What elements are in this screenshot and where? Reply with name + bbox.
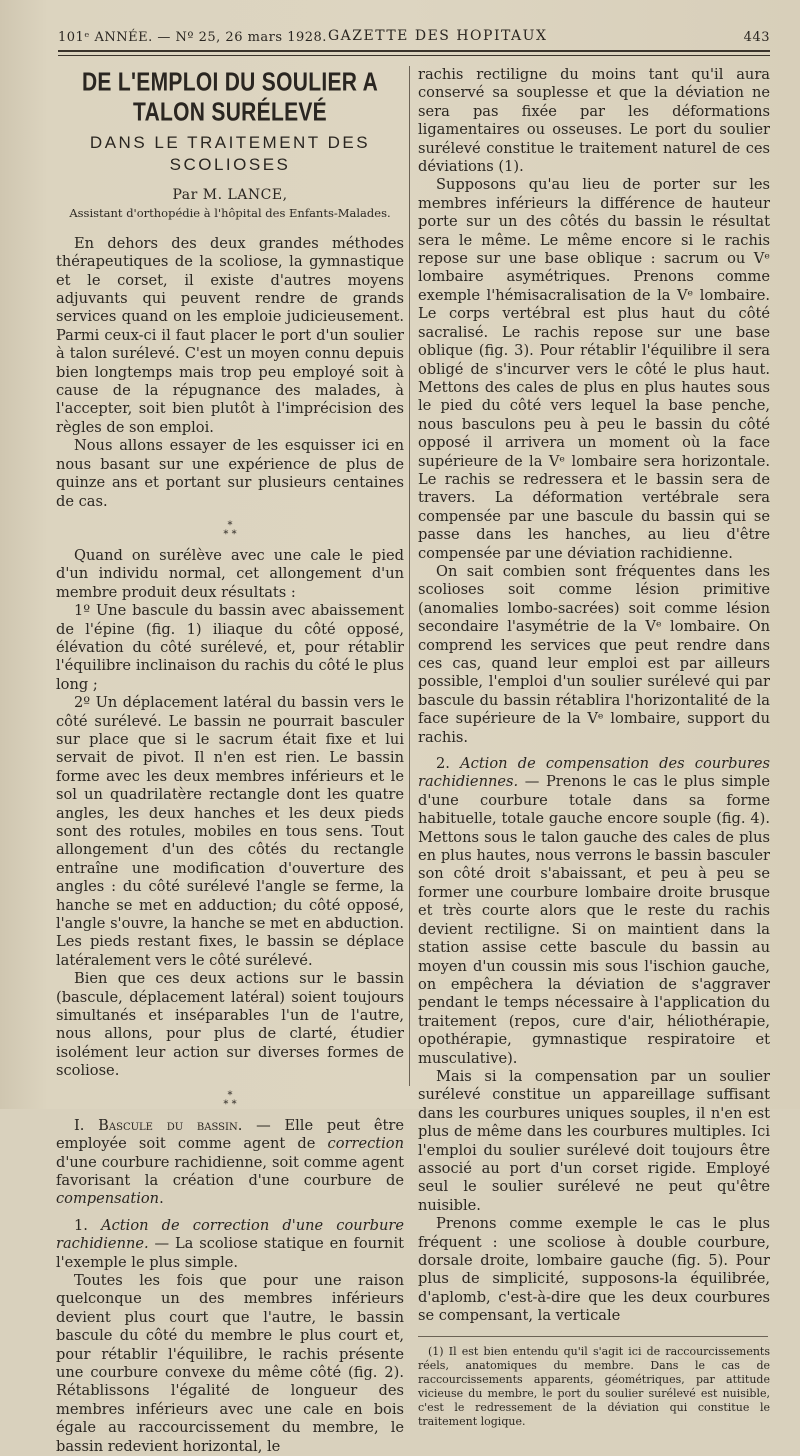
article-subtitle: DANS LE TRAITEMENT DES SCOLIOSES [89, 133, 371, 174]
section-paragraph: I. Bascule du bassin. — Elle peut être employée soit comme agent de correction d'une courbure rachidienne, soit comme agent favorisant la création d'une courbure de compensation. [56, 1116, 404, 1208]
footnote-rule [418, 1336, 768, 1337]
paragraph: Mais si la compensation par un soulier surélevé constitue un appareillage suffisant dans les courbures uniques souples, il n'en est plus de même dans les courbures multiples. Ici l'emploi du soulier surélevé doit toujours être associé au port d'un corset rigide. Employé seul le soulier surélevé ne peut qu'être nuisible. [418, 1067, 770, 1214]
subsection-paragraph: 2. Action de compensation des courbures rachidiennes. — Prenons le cas le plus simple d'une courbure totale dans sa forme habituelle, totale gauche encore souple (fig. 4). Mettons sous le talon gauche des cales de plus en plus hautes, nous verrons le bassin basculer son côté droit s'abaissant, et peu à peu se former une courbure lombaire droite brusque et très courte alors que le reste du rachis devient rectiligne. Si on maintient dans la station assise cette bascule du bassin au moyen d'un coussin mis sous l'ischion gauche, on empêchera la déviation de s'aggraver pendant le temps nécessaire à l'application du traitement (repos, cure d'air, héliothérapie, opothérapie, gymnastique respiratoire et musculative). [418, 755, 770, 1067]
paragraph: Toutes les fois que pour une raison quelconque un des membres inférieurs devient plus court que l'autre, le bassin bascule du côté du membre le plus court et, pour rétablir l'équilibre, le rachis présente une courbure convexe du même côté (fig. 2). Rétablissons l'égalité de longueur des membres inférieurs avec une cale en bois égale au raccourcissement du membre, le bassin redevient horizontal, le [56, 1271, 404, 1455]
page-number: 443 [743, 30, 770, 45]
column-divider [409, 66, 410, 1086]
paragraph: 1º Une bascule du bassin avec abaissement de l'épine (fig. 1) iliaque du côté opposé, élévation du côté surélevé, et, pour rétablir l'équilibre inclinaison du rachis du côté le plus long ; [56, 602, 404, 693]
article-title: DE L'EMPLOI DU SOULIER A TALON SURÉLEVÉ [81, 68, 379, 127]
paragraph: Nous allons essayer de les esquisser ici en nous basant sur une expérience de plus de quinze ans et portant sur plusieurs centaines de cas. [56, 437, 404, 510]
footnote: (1) Il est bien entendu qu'il s'agit ici de raccourcissements réels, anatomiques du membre. Dans le cas de raccourcissements apparents, géométriques, par attitude vicieuse du membre, le port du soulier surélevé est nuisible, c'est le redressement de la déviation qui constitue le traitement logique. [418, 1344, 770, 1428]
left-column [56, 66, 404, 1456]
asterism: * * * [223, 519, 237, 540]
paragraph: Supposons qu'au lieu de porter sur les membres inférieurs la différence de hauteur porte sur un des côtés du bassin le résultat sera le même. Le même encore si le rachis repose sur une base oblique : sacrum ou Vᵉ lombaire asymétriques. Prenons comme exemple l'hémisacralisation de la Vᵉ lombaire. Le corps vertébral est plus haut du côté sacralisé. Le rachis repose sur une base oblique (fig. 3). Pour rétablir l'équilibre il sera obligé de s'incurver vers le côté le plus haut. Mettons des cales de plus en plus hautes sous le pied du côté vers lequel la base penche, nous basculons peu à peu le bassin du côté opposé il arrivera un moment où la face supérieure de la Vᵉ lombaire sera horizontale. Le rachis se redressera et le bassin sera de travers. La déformation vertébrale sera compensée par une bascule du bassin qui se passe dans les hanches, au lieu d'être compensée par une déviation rachidienne. [418, 176, 770, 562]
paragraph: On sait combien sont fréquentes dans les scolioses soit comme lésion primitive (anomalies lombo-sacrées) soit comme lésion secondaire l'asymétrie de la Vᵉ lombaire. On comprend les services que peut rendre dans ces cas, quand leur emploi est par ailleurs possible, l'emploi d'un soulier surélevé qui par bascule du bassin rétablira l'horizontalité de la face supérieure de la Vᵉ lombaire, support du rachis. [418, 562, 770, 746]
right-column [418, 66, 770, 1429]
paragraph: Quand on surélève avec une cale le pied d'un individu normal, cet allongement d'un membre produit deux résultats : [56, 546, 404, 601]
subsection-paragraph: 1. Action de correction d'une courbure rachidienne. — La scoliose statique en fournit l'exemple le plus simple. [56, 1216, 404, 1271]
subsection-heading: Action de compensation des courbures rachidiennes. [418, 755, 770, 791]
author: Par M. LANCE, [172, 187, 288, 203]
paragraph: 2º Un déplacement latéral du bassin vers le côté surélevé. Le bassin ne pourrait basculer sur place que si le sacrum était fixe et lui servait de pivot. Il n'en est rien. Le bassin forme avec les deux membres inférieurs et le sol un quadrilatère rectangle dont les quatre angles, les deux hanches et les deux pieds sont des rotules, mobiles en tous sens. Tout allongement d'un des côtés du rectangle entraîne une modification d'ouverture des angles : du côté surélevé l'angle se ferme, la hanche se met en adduction; du côté opposé, l'angle s'ouvre, la hanche se met en abduction. Les pieds restant fixes, le bassin se déplace latéralement vers le côté surélevé. [56, 694, 404, 969]
author-affiliation: Assistant d'orthopédie à l'hôpital des Enfants-Malades. [69, 206, 391, 221]
journal-name: GAZETTE DES HOPITAUX [328, 28, 548, 44]
asterism: * * * [223, 1089, 237, 1110]
issue-info: 101ᵉ ANNÉE. — Nº 25, 26 mars 1928. [58, 30, 327, 45]
paragraph: rachis rectiligne du moins tant qu'il aura conservé sa souplesse et que la déviation ne sera pas fixée par les déformations ligamentaires ou osseuses. Le port du soulier surélevé constitue le traitement naturel de ces déviations (1). [418, 66, 770, 176]
header-rule [58, 50, 770, 52]
paragraph: Bien que ces deux actions sur le bassin (bascule, déplacement latéral) soient toujours simultanés et inséparables l'un de l'autre, nous allons, pour plus de clarté, étudier isolément leur action sur diverses formes de scoliose. [56, 970, 404, 1080]
subsection-heading: Action de correction d'une courbure rachidienne. [56, 1216, 404, 1253]
paragraph: Prenons comme exemple le cas le plus fréquent : une scoliose à double courbure, dorsale droite, lombaire gauche (fig. 5). Pour plus de simplicité, supposons-la équilibrée, d'aplomb, c'est-à-dire que les deux courbures se compensant, la verticale [418, 1215, 770, 1325]
header-rule-thin [58, 55, 770, 56]
paragraph: En dehors des deux grandes méthodes thérapeutiques de la scoliose, la gymnastique et le corset, il existe d'autres moyens adjuvants qui peuvent rendre de grands services quand on les emploie judicieusement. Parmi ceux-ci il faut placer le port d'un soulier à talon surélevé. C'est un moyen connu depuis bien longtemps mais trop peu employé soit à cause de la répugnance des malades, à l'accepter, soit bien plutôt à l'imprécision des règles de son emploi. [56, 234, 404, 436]
section-heading: I. Bascule du bassin. [74, 1116, 243, 1134]
running-head [58, 28, 770, 50]
